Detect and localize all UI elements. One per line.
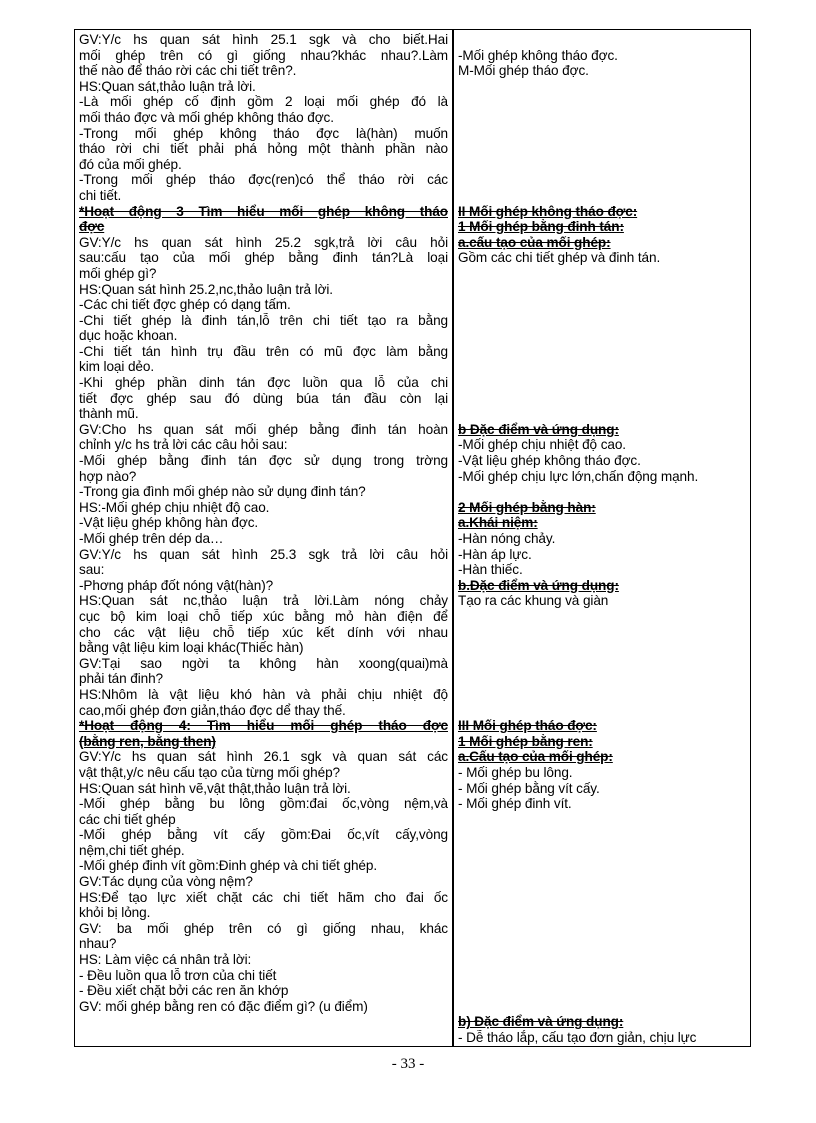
left-line xyxy=(79,172,448,188)
column-divider xyxy=(452,30,454,1046)
left-line xyxy=(79,531,448,547)
right-line xyxy=(458,48,746,64)
left-line xyxy=(79,63,448,79)
line-text: HS:-Mối ghép chịu nhiệt độ cao. xyxy=(79,499,270,515)
blank-line xyxy=(458,905,746,921)
line-text: - Đều xiết chặt bởi các ren ăn khớp xyxy=(79,983,289,999)
left-line xyxy=(79,547,448,563)
line-text: HS:Quan sát nc,thảo luận trả lời.Làm nóng chảy xyxy=(79,593,448,609)
right-line xyxy=(458,1030,746,1046)
left-line xyxy=(79,344,448,360)
blank-line xyxy=(458,141,746,157)
left-line xyxy=(79,94,448,110)
left-line xyxy=(79,157,448,173)
line-text: GV: mối ghép bằng ren có đặc điểm gì? (u điểm) xyxy=(79,998,368,1014)
section-heading: II Mối ghép không tháo đợc: xyxy=(458,203,638,219)
left-line xyxy=(79,718,448,734)
line-text: - Đều luồn qua lỗ trơn của chi tiết xyxy=(79,967,277,983)
blank-line xyxy=(458,921,746,937)
left-line xyxy=(79,578,448,594)
line-text: chi tiết. xyxy=(79,187,122,203)
left-line xyxy=(79,609,448,625)
line-text: dục hoặc khoan. xyxy=(79,328,178,344)
line-text: mối tháo đợc và mối ghép không tháo đợc. xyxy=(79,109,334,125)
line-text: -Trong gia đình mối ghép nào sử dụng đinh tán? xyxy=(79,484,366,500)
blank-line xyxy=(458,126,746,142)
line-text: HS:Nhôm là vật liệu khó hàn và phải chịu nhiệt độ xyxy=(79,686,448,702)
line-text: Gồm các chi tiết ghép và đinh tán. xyxy=(458,250,661,266)
line-text: cục bộ kim loại chỗ tiếp xúc bằng mỏ hàn điện để xyxy=(79,608,448,624)
left-line xyxy=(79,921,448,937)
blank-line xyxy=(458,328,746,344)
section-heading: *Hoạt động 4: Tìm hiểu mối ghép tháo đợc xyxy=(79,718,448,734)
line-text: -Mối ghép bằng vít cấy gồm:Đai ốc,vít cấy,vòng xyxy=(79,827,448,843)
line-text: phải tán đinh? xyxy=(79,671,164,687)
line-text: -Hàn nóng chảy. xyxy=(458,531,556,546)
content-column xyxy=(458,32,746,1046)
blank-line xyxy=(458,687,746,703)
line-text: -Mối ghép không tháo đợc. xyxy=(458,47,618,63)
right-line xyxy=(458,500,746,516)
blank-line xyxy=(458,703,746,719)
left-line xyxy=(79,734,448,750)
left-line xyxy=(79,812,448,828)
blank-line xyxy=(458,344,746,360)
left-line xyxy=(79,219,448,235)
blank-line xyxy=(458,313,746,329)
line-text: - Dễ tháo lắp, cấu tạo đơn giản, chịu lực xyxy=(458,1030,697,1045)
line-text: khỏi bị lỏng. xyxy=(79,905,151,921)
blank-line xyxy=(458,110,746,126)
blank-line xyxy=(458,32,746,48)
right-line xyxy=(458,219,746,235)
left-line xyxy=(79,968,448,984)
section-heading: *Hoạt động 3 Tìm hiểu mối ghép không tháo xyxy=(79,203,448,219)
right-line xyxy=(458,718,746,734)
line-text: nhau? xyxy=(79,936,117,952)
blank-line xyxy=(458,625,746,641)
line-text: -Mối ghép trên dép da… xyxy=(79,531,224,546)
blank-line xyxy=(458,359,746,375)
left-line xyxy=(79,827,448,843)
left-line xyxy=(79,453,448,469)
line-text: -Mối ghép đinh vít gồm:Đinh ghép và chi tiết ghép. xyxy=(79,858,378,874)
blank-line xyxy=(458,79,746,95)
blank-line xyxy=(458,297,746,313)
line-text: cao,mối ghép đơn giản,tháo đợc dể thay thế. xyxy=(79,702,346,718)
line-text: hợp nào? xyxy=(79,468,137,484)
line-text: -Trong mối ghép không tháo đợc là(hàn) muốn xyxy=(79,125,448,141)
line-text: -Mối ghép chịu nhiệt độ cao. xyxy=(458,437,626,453)
blank-line xyxy=(458,812,746,828)
section-heading: 1 Mối ghép bằng đinh tán: xyxy=(458,219,624,235)
line-text: tiết đợc ghép sau đó dùng búa tán đầu còn lại xyxy=(79,390,448,406)
right-line xyxy=(458,531,746,547)
right-line xyxy=(458,422,746,438)
left-line xyxy=(79,359,448,375)
left-line xyxy=(79,250,448,266)
line-text: thế nào để tháo rời các chi tiết trên?. xyxy=(79,63,297,79)
section-heading: a.cấu tạo của mối ghép: xyxy=(458,234,611,250)
line-text: -Hàn thiếc. xyxy=(458,562,523,578)
right-line xyxy=(458,250,746,266)
right-line xyxy=(458,1014,746,1030)
lesson-table xyxy=(74,29,751,1047)
line-text: nệm,chi tiết ghép. xyxy=(79,842,185,858)
left-line xyxy=(79,500,448,516)
activities-column xyxy=(79,32,448,1014)
right-line xyxy=(458,781,746,797)
blank-line xyxy=(458,827,746,843)
right-line xyxy=(458,734,746,750)
left-line xyxy=(79,515,448,531)
left-line xyxy=(79,391,448,407)
line-text: tháo rời chi tiết phải phá hỏng một thành phần nào xyxy=(79,141,448,157)
right-line xyxy=(458,749,746,765)
blank-line xyxy=(458,858,746,874)
right-line xyxy=(458,765,746,781)
line-text: -Trong mối ghép tháo đợc(ren)có thể tháo rời các xyxy=(79,172,448,188)
blank-line xyxy=(458,936,746,952)
line-text: -Hàn áp lực. xyxy=(458,546,532,562)
section-heading: 1 Mối ghép bằng ren: xyxy=(458,733,593,749)
line-text: -Chi tiết ghép là đinh tán,lỗ trên chi tiết tạo ra bằng xyxy=(79,312,448,328)
left-line xyxy=(79,999,448,1015)
left-line xyxy=(79,562,448,578)
left-line xyxy=(79,266,448,282)
line-text: - Mối ghép bu lông. xyxy=(458,764,573,780)
line-text: đó của mối ghép. xyxy=(79,156,182,172)
line-text: GV:Y/c hs quan sát hình 25.1 sgk và cho biết.Hai xyxy=(79,32,448,47)
blank-line xyxy=(458,375,746,391)
blank-line xyxy=(458,983,746,999)
left-line xyxy=(79,297,448,313)
left-line xyxy=(79,48,448,64)
page-number: - 33 - xyxy=(391,1056,425,1072)
left-line xyxy=(79,469,448,485)
line-text: M-Mối ghép tháo đợc. xyxy=(458,63,589,79)
blank-line xyxy=(458,266,746,282)
blank-line xyxy=(458,656,746,672)
section-heading: b) Đặc điểm và ứng dụng: xyxy=(458,1014,624,1030)
left-line xyxy=(79,126,448,142)
left-line xyxy=(79,406,448,422)
section-heading: a.Cấu tạo của mối ghép: xyxy=(458,749,613,765)
right-line xyxy=(458,578,746,594)
line-text: -Mối ghép chịu lực lớn,chấn động mạnh. xyxy=(458,468,699,484)
section-heading: 2 Mối ghép bằng hàn: xyxy=(458,499,596,515)
left-line xyxy=(79,687,448,703)
line-text: mối ghép trên có gì giống nhau?khác nhau?.Làm xyxy=(79,47,448,63)
line-text: các chi tiết ghép xyxy=(79,811,176,827)
left-line xyxy=(79,983,448,999)
line-text: -Vật liệu ghép không tháo đợc. xyxy=(458,453,641,469)
blank-line xyxy=(458,952,746,968)
right-line xyxy=(458,562,746,578)
line-text: -Mối ghép bằng bu lông gồm:đai ốc,vòng nệm,và xyxy=(79,796,448,812)
right-line xyxy=(458,63,746,79)
left-line xyxy=(79,484,448,500)
line-text: cho các vật liệu chỗ tiếp xúc kết dính với nhau xyxy=(79,624,448,640)
left-line xyxy=(79,437,448,453)
left-line xyxy=(79,204,448,220)
line-text: -Khi ghép phần dinh tán đợc luồn qua lỗ của chi xyxy=(79,375,448,391)
line-text: thành mũ. xyxy=(79,406,139,422)
line-text: GV:Tác dụng của vòng nệm? xyxy=(79,874,253,890)
blank-line xyxy=(458,890,746,906)
line-text: Tạo ra các khung và giàn xyxy=(458,593,609,609)
left-line xyxy=(79,905,448,921)
line-text: HS:Quan sát,thảo luận trả lời. xyxy=(79,78,256,94)
line-text: GV:Y/c hs quan sát hình 25.3 sgk trả lời câu hỏi xyxy=(79,546,448,562)
blank-line xyxy=(458,640,746,656)
blank-line xyxy=(458,671,746,687)
section-heading: a.Khái niệm: xyxy=(458,515,538,531)
blank-line xyxy=(458,172,746,188)
right-line xyxy=(458,235,746,251)
blank-line xyxy=(458,609,746,625)
line-text: HS: Làm việc cá nhân trả lời: xyxy=(79,952,252,968)
section-heading: b.Đặc điểm và ứng dụng: xyxy=(458,577,619,593)
blank-line xyxy=(458,406,746,422)
left-line xyxy=(79,282,448,298)
left-line xyxy=(79,422,448,438)
right-line xyxy=(458,796,746,812)
left-line xyxy=(79,640,448,656)
left-line xyxy=(79,656,448,672)
line-text: - Mối ghép bằng vít cấy. xyxy=(458,780,600,796)
line-text: -Chi tiết tán hình trụ đầu trên có mũ đợc làm bằng xyxy=(79,343,448,359)
blank-line xyxy=(458,391,746,407)
line-text: GV:Cho hs quan sát mối ghép bằng đinh tán hoàn xyxy=(79,421,448,437)
right-line xyxy=(458,547,746,563)
section-heading: III Mối ghép tháo đợc: xyxy=(458,718,597,734)
line-text: GV:Tại sao ngời ta không hàn xoong(quai)mà xyxy=(79,655,448,671)
blank-line xyxy=(458,282,746,298)
line-text: HS:Quan sát hình vẽ,vật thật,thảo luận trả lời. xyxy=(79,780,351,796)
line-text: - Mối ghép đinh vít. xyxy=(458,796,572,812)
left-line xyxy=(79,141,448,157)
left-line xyxy=(79,375,448,391)
line-text: -Các chi tiết đợc ghép có dạng tấm. xyxy=(79,297,291,313)
left-line xyxy=(79,703,448,719)
left-line xyxy=(79,32,448,48)
line-text: sau:cấu tạo của mối ghép bằng đinh tán?Là loại xyxy=(79,250,448,266)
blank-line xyxy=(458,843,746,859)
left-line xyxy=(79,796,448,812)
line-text: -Mối ghép bằng đinh tán đợc sử dụng trong trờng xyxy=(79,453,448,469)
left-line xyxy=(79,874,448,890)
line-text: -Phơng pháp đốt nóng vật(hàn)? xyxy=(79,577,274,593)
left-line xyxy=(79,952,448,968)
line-text: GV: ba mối ghép trên có gì giống nhau, khác xyxy=(79,920,448,936)
line-text: -Là mối ghép cố định gồm 2 loại mối ghép đó là xyxy=(79,94,448,110)
section-heading: b Đặc điểm và ứng dụng: xyxy=(458,421,619,437)
left-line xyxy=(79,843,448,859)
left-line xyxy=(79,188,448,204)
line-text: -Vật liệu ghép không hàn đợc. xyxy=(79,515,259,531)
left-line xyxy=(79,781,448,797)
left-line xyxy=(79,749,448,765)
line-text: vật thật,y/c nêu cấu tạo của từng mối ghép? xyxy=(79,764,340,780)
left-line xyxy=(79,328,448,344)
line-text: bằng vật liệu kim loại khác(Thiếc hàn) xyxy=(79,640,304,656)
right-line xyxy=(458,515,746,531)
right-line xyxy=(458,469,746,485)
left-line xyxy=(79,313,448,329)
line-text: sau: xyxy=(79,562,105,578)
blank-line xyxy=(458,999,746,1015)
section-heading: đợc xyxy=(79,219,105,235)
right-line xyxy=(458,437,746,453)
left-line xyxy=(79,593,448,609)
blank-line xyxy=(458,94,746,110)
left-line xyxy=(79,110,448,126)
left-line xyxy=(79,625,448,641)
section-heading: (bằng ren, bằng then) xyxy=(79,733,216,749)
blank-line xyxy=(458,157,746,173)
line-text: GV:Y/c hs quan sát hình 26.1 sgk và quan sát các xyxy=(79,749,448,765)
right-line xyxy=(458,453,746,469)
blank-line xyxy=(458,874,746,890)
left-line xyxy=(79,936,448,952)
blank-line xyxy=(458,188,746,204)
line-text: kim loại dẻo. xyxy=(79,359,155,375)
left-line xyxy=(79,890,448,906)
left-line xyxy=(79,235,448,251)
line-text: chỉnh y/c hs trả lời các câu hỏi sau: xyxy=(79,437,288,453)
left-line xyxy=(79,671,448,687)
line-text: mối ghép gì? xyxy=(79,265,157,281)
left-line xyxy=(79,79,448,95)
left-line xyxy=(79,858,448,874)
right-line xyxy=(458,593,746,609)
left-line xyxy=(79,765,448,781)
right-line xyxy=(458,204,746,220)
blank-line xyxy=(458,484,746,500)
line-text: GV:Y/c hs quan sát hình 25.2 sgk,trả lời câu hỏi xyxy=(79,234,448,250)
blank-line xyxy=(458,968,746,984)
line-text: HS:Để tạo lực xiết chặt các chi tiết hãm cho đai ốc xyxy=(79,889,448,905)
line-text: HS:Quan sát hình 25.2,nc,thảo luận trả lời. xyxy=(79,281,333,297)
